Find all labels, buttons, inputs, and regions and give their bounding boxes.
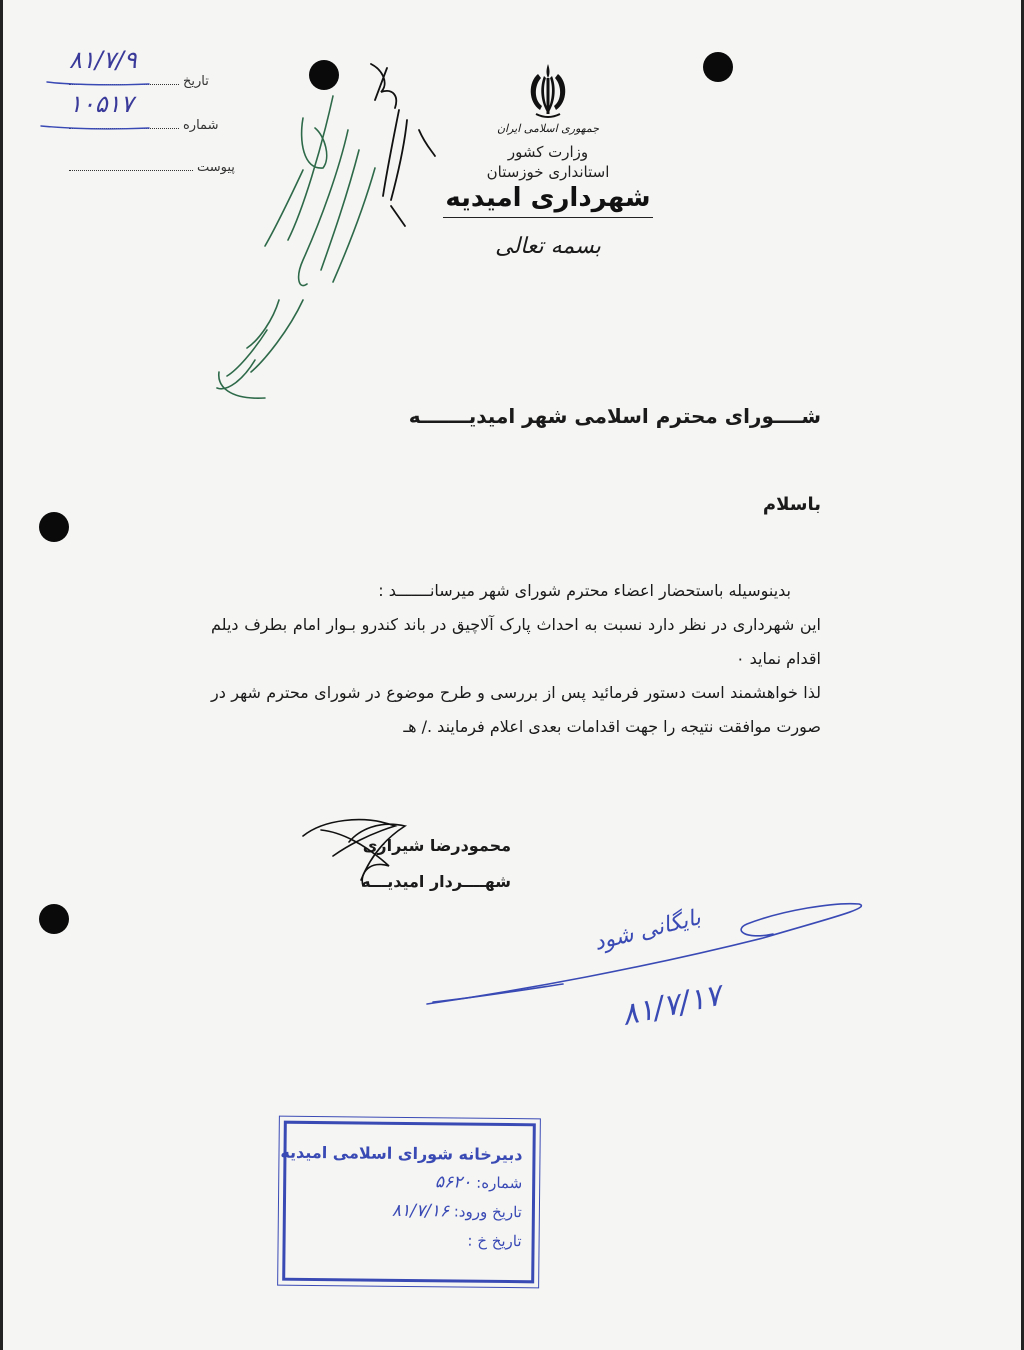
green-referral-note (217, 96, 375, 398)
ministry-line: وزارت کشور (507, 143, 589, 161)
number-row (69, 90, 219, 133)
invocation: بسمه تعالی (495, 234, 601, 259)
punch-hole-left-upper (39, 512, 69, 542)
letterhead (443, 60, 653, 259)
paragraph-request: این شهرداری در نظر دارد نسبت به احداث پارک آلاچیق در باند کندرو بـوار امام بطرف دیلم اقدام نماید ۰ (211, 615, 821, 668)
emblem-caption: جمهوری اسلامی ایران (496, 122, 600, 135)
stamp-entry-date-label: تاریخ ورود: (453, 1202, 522, 1222)
stamp-number-row (296, 1167, 522, 1198)
attachment-row (69, 158, 235, 175)
signatory-name: محمودرضا شیرازی (362, 836, 511, 855)
paragraph-intro: بدینوسیله باستحضار اعضاء محترم شورای شهر میرسانـــــــد : (378, 581, 791, 600)
number-label: شماره (183, 118, 219, 133)
stamp-title: دبیرخانه شورای اسلامی امیدیه (280, 1142, 523, 1165)
stamp-entry-date-row (296, 1196, 522, 1227)
municipality-title: شهرداری امیدیه (443, 183, 653, 218)
stamp-entry-date-value: ۸۱/۷/۱۶ (391, 1200, 450, 1222)
punch-hole-top-center (309, 60, 339, 90)
stamp-number-label: شماره: (476, 1173, 523, 1193)
handwritten-archive-date: ۸۱/۷/۱۷ (618, 977, 725, 1034)
punch-hole-top-right (703, 52, 733, 82)
date-line (69, 46, 179, 85)
signatory-position: شهــــردار امیدیـــه (361, 872, 511, 891)
governorate-line: استانداری خوزستان (486, 163, 610, 181)
greeting: باسلام (762, 494, 821, 515)
date-row (69, 46, 209, 89)
stamp-exit-date-row (295, 1225, 521, 1256)
black-initials (371, 64, 435, 226)
handwritten-archive-note: بایگانی شود (591, 905, 704, 956)
letter-body (211, 574, 821, 744)
punch-hole-left-lower (39, 904, 69, 934)
attachment-line (69, 158, 193, 171)
number-line (69, 90, 179, 129)
attachment-label: پیوست (197, 160, 235, 175)
iran-emblem-icon (516, 60, 580, 120)
signature-block (361, 828, 511, 900)
date-value: ۸۱/۷/۹ (69, 46, 137, 74)
date-label: تاریخ (183, 74, 209, 89)
registry-stamp (282, 1121, 536, 1284)
addressee: شــــورای محترم اسلامی شهر امیدیـــــــه (408, 404, 821, 428)
stamp-exit-date-label: تاریخ خ : (467, 1231, 522, 1251)
number-value: ۱۰۵۱۷ (69, 90, 134, 118)
paragraph-closing: لذا خواهشمند است دستور فرمائید پس از بررسی و طرح موضوع در شورای محترم شهر در صورت موافقت نتیجه را جهت اقدامات بعدی اعلام فرمایند ./ هـ (211, 683, 821, 736)
stamp-number-value: ۵۶۲۰ (434, 1172, 472, 1193)
